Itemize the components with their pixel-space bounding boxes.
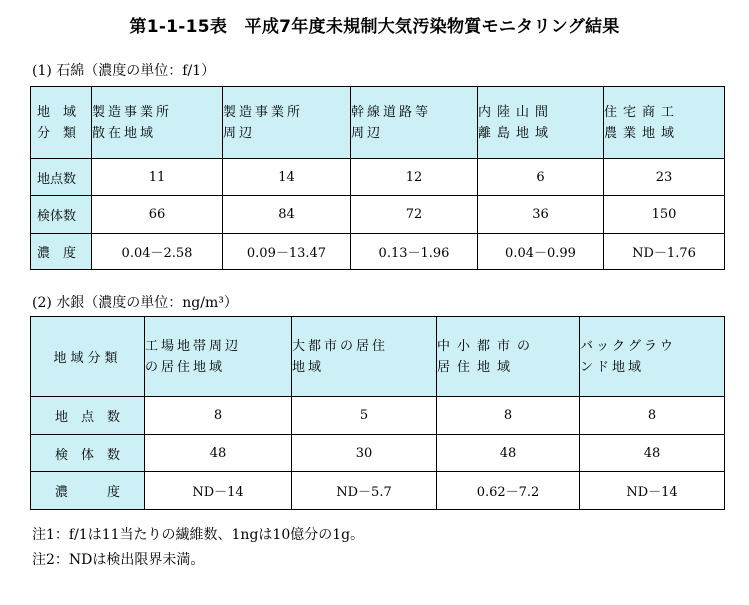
mercury-row-points [31, 397, 725, 435]
mercury-row-concentration [31, 472, 725, 510]
row-label: 濃 度 [31, 234, 92, 270]
table-cell: ND－1.76 [604, 234, 725, 270]
corner-line-1: 地 域 [37, 104, 77, 120]
asbestos-row-concentration [31, 234, 725, 270]
asbestos-table [30, 86, 725, 270]
asbestos-row-points [31, 159, 725, 196]
table-cell: 5 [292, 397, 437, 435]
col-line-2: 散在地域 [92, 125, 157, 141]
table-cell: ND－14 [145, 472, 292, 510]
table-cell: 36 [478, 196, 604, 234]
asbestos-col-header [478, 87, 604, 159]
table-cell: 48 [145, 435, 292, 472]
col-line-2: の居住地域 [145, 359, 226, 375]
col-line-1: 幹線道路等 [351, 104, 432, 120]
table-cell: 66 [92, 196, 223, 234]
table-cell: 12 [351, 159, 478, 196]
mercury-row-samples [31, 435, 725, 472]
row-label: 検 体 数 [31, 435, 145, 472]
col-line-2: 農業地域 [604, 125, 681, 141]
asbestos-col-header [223, 87, 351, 159]
table-cell: 30 [292, 435, 437, 472]
table-cell: ND－5.7 [292, 472, 437, 510]
col-line-1: バックグラウ [580, 338, 677, 354]
mercury-table [30, 316, 725, 510]
table-cell: 11 [92, 159, 223, 196]
note-2: 注2：NDは検出限界未満。 [32, 552, 205, 568]
mercury-col-header [145, 317, 292, 397]
table-cell: 23 [604, 159, 725, 196]
col-line-1: 中小都市の [437, 338, 538, 354]
note-1: 注1：f/1は11当たりの繊維数、1ngは10億分の1g。 [32, 527, 365, 543]
col-line-2: 地域 [292, 359, 325, 375]
table-cell: 0.62－7.2 [437, 472, 580, 510]
row-label: 地点数 [31, 159, 92, 196]
asbestos-row-samples [31, 196, 725, 234]
table-cell: 48 [580, 435, 725, 472]
col-line-2: ンド地域 [580, 359, 645, 375]
asbestos-col-header [92, 87, 223, 159]
table-cell: 48 [437, 435, 580, 472]
table-cell: 14 [223, 159, 351, 196]
mercury-section-label: (2) 水銀（濃度の単位：ng/m³） [32, 295, 238, 311]
table-cell: ND－14 [580, 472, 725, 510]
table-cell: 6 [478, 159, 604, 196]
table-cell: 8 [580, 397, 725, 435]
asbestos-header-row [31, 87, 725, 159]
table-cell: 0.04－2.58 [92, 234, 223, 270]
row-label: 地 点 数 [31, 397, 145, 435]
col-line-1: 住宅商工 [604, 104, 681, 120]
table-cell: 0.13－1.96 [351, 234, 478, 270]
col-line-1: 内陸山間 [478, 104, 555, 120]
table-cell: 0.04－0.99 [478, 234, 604, 270]
table-cell: 84 [223, 196, 351, 234]
col-line-2: 周辺 [223, 125, 256, 141]
asbestos-col-header [351, 87, 478, 159]
col-line-2: 周辺 [351, 125, 384, 141]
table-cell: 72 [351, 196, 478, 234]
col-line-1: 大都市の居住 [292, 338, 389, 354]
asbestos-corner-header [31, 87, 92, 159]
row-label: 検体数 [31, 196, 92, 234]
mercury-col-header [437, 317, 580, 397]
corner-line-2: 分 類 [37, 125, 77, 141]
col-line-1: 工場地帯周辺 [145, 338, 242, 354]
table-cell: 8 [145, 397, 292, 435]
mercury-header-row [31, 317, 725, 397]
row-label: 濃 度 [31, 472, 145, 510]
table-cell: 0.09－13.47 [223, 234, 351, 270]
col-line-1: 製造事業所 [92, 104, 173, 120]
asbestos-section-label: (1) 石綿（濃度の単位：f/1） [32, 63, 216, 79]
mercury-col-header [292, 317, 437, 397]
mercury-col-header [580, 317, 725, 397]
col-line-1: 製造事業所 [223, 104, 304, 120]
table-cell: 150 [604, 196, 725, 234]
asbestos-col-header [604, 87, 725, 159]
mercury-corner-header: 地域分類 [31, 317, 145, 397]
col-line-2: 離島地域 [478, 125, 555, 141]
col-line-2: 居住地域 [437, 359, 518, 375]
page-title: 第1-1-15表 平成7年度未規制大気汚染物質モニタリング結果 [129, 17, 620, 37]
table-cell: 8 [437, 397, 580, 435]
